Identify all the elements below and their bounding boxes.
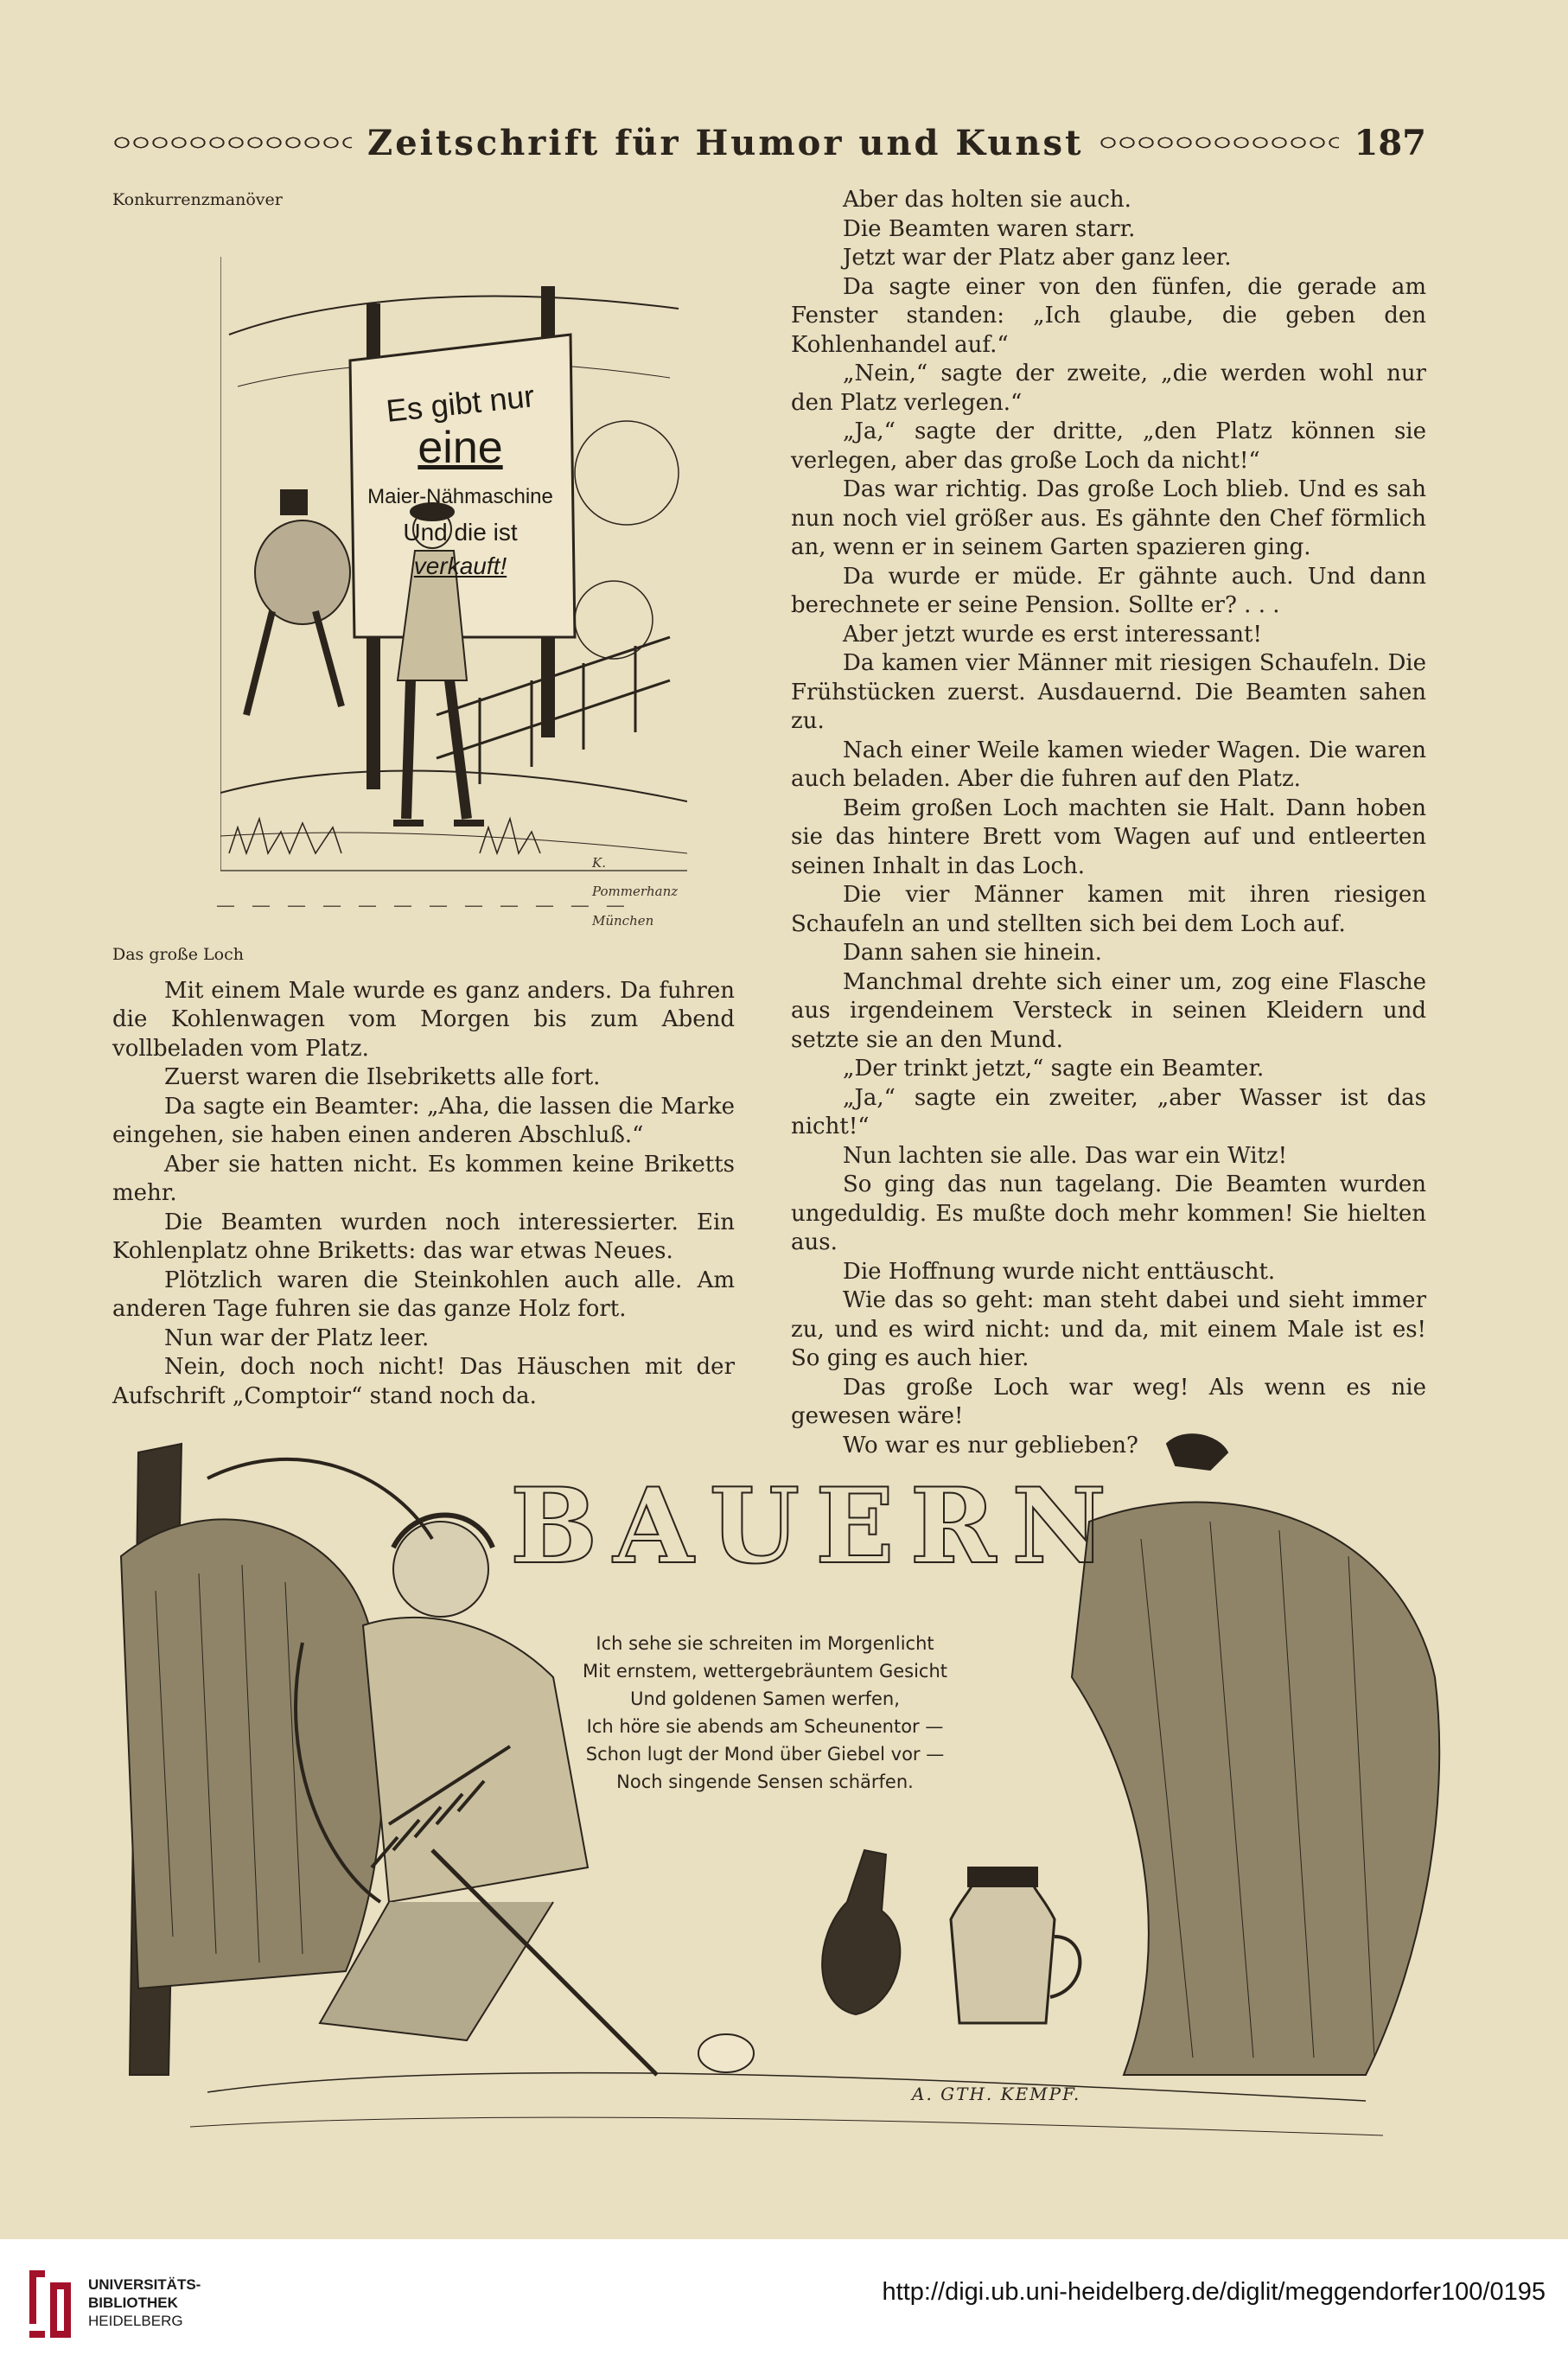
header-ornament-left (112, 133, 352, 152)
paragraph: Nun lachten sie alle. Das war ein Witz! (843, 1142, 1288, 1169)
sign-line-3: Maier-Nähmaschine (367, 484, 553, 508)
left-story-text (112, 977, 735, 1412)
paragraph: Wie das so geht: man steht dabei und sieht immer zu, und es wird nicht: und da, mit einem Male ist es! So ging es auch hier. (791, 1287, 1426, 1371)
paragraph: Dann sahen sie hinein. (843, 940, 1102, 966)
sign-line-5: verkauft! (413, 552, 507, 580)
paragraph: Aber sie hatten nicht. Es kommen keine Briketts mehr. (112, 1151, 735, 1206)
paragraph: Beim großen Loch machten sie Halt. Dann hoben sie das hintere Brett vom Wagen auf und entleerten seinen Inhalt in das Loch. (791, 795, 1426, 879)
library-name (88, 2275, 201, 2330)
library-line-2: BIBLIOTHEK (88, 2295, 178, 2311)
advertising-sign (363, 365, 558, 633)
section-divider: — — — — — — — — — — — — (216, 894, 630, 916)
paragraph: Da wurde er müde. Er gähnte auch. Und dann berechnete er seine Pension. Sollte er? . . . (791, 563, 1426, 618)
paragraph: So ging das nun tagelang. Die Beamten wurden ungeduldig. Es mußte doch mehr kommen! Sie hielten aus. (791, 1171, 1426, 1255)
paragraph: Die Hoffnung wurde nicht enttäuscht. (843, 1258, 1276, 1285)
sign-line-4: Und die ist (403, 519, 518, 546)
left-column (112, 186, 735, 1411)
illustration-artist-signature: A. GTH. KEMPF. (912, 2084, 1081, 2104)
journal-title: Zeitschrift für Humor und Kunst (367, 122, 1084, 163)
paragraph: Mit einem Male wurde es ganz anders. Da fuhren die Kohlenwagen vom Morgen bis zum Abend vollbeladen vom Platz. (112, 977, 735, 1062)
poem-line-2: Mit ernstem, wettergebräuntem Gesicht (582, 1661, 948, 1682)
paragraph: „Ja,“ sagte der dritte, „den Platz können sie verlegen, aber das große Loch da nicht!“ (791, 418, 1426, 474)
cartoon-artist-signature: K. Pommerhanz München (592, 854, 679, 929)
paragraph: Nein, doch noch nicht! Das Häuschen mit der Aufschrift „Comptoir“ stand noch da. (112, 1354, 735, 1409)
running-head (112, 117, 1426, 169)
story-title: Das große Loch (112, 945, 244, 964)
paragraph: Da sagte ein Beamter: „Aha, die lassen die Marke eingehen, sie haben einen anderen Abschluß.“ (112, 1093, 735, 1148)
illustration-title: BAUERN (510, 1465, 1123, 1587)
paragraph: Die Beamten waren starr. (843, 215, 1136, 242)
paragraph: „Ja,“ sagte ein zweiter, „aber Wasser ist das nicht!“ (791, 1084, 1426, 1139)
paragraph: Plötzlich waren die Steinkohlen auch alle. Am anderen Tage fuhren sie das ganze Holz fort. (112, 1267, 735, 1322)
paragraph: Die Beamten wurden noch interessierter. Ein Kohlenplatz ohne Briketts: das war etwas Neues. (112, 1209, 735, 1264)
poem-line-3: Und goldenen Samen werfen, (630, 1688, 900, 1709)
library-line-1: UNIVERSITÄTS- (88, 2276, 201, 2293)
poem-line-5: Schon lugt der Mond über Giebel vor — (585, 1744, 945, 1765)
right-story-text (791, 186, 1426, 1460)
digitization-footer (0, 2239, 1568, 2368)
poem-line-4: Ich höre sie abends am Scheunentor — (586, 1716, 944, 1737)
paragraph: Da kamen vier Männer mit riesigen Schaufeln. Die Frühstücken zuerst. Ausdauernd. Die Beamten sahen zu. (791, 650, 1426, 734)
source-url-link[interactable]: http://digi.ub.uni-heidelberg.de/diglit/meggendorfer100/0195 (882, 2278, 1546, 2306)
cartoon-illustration (220, 231, 687, 929)
paragraph: Wo war es nur geblieben? (843, 1432, 1138, 1458)
library-line-3: HEIDELBERG (88, 2313, 183, 2329)
paragraph: Das große Loch war weg! Als wenn es nie gewesen wäre! (791, 1374, 1426, 1429)
poem-line-6: Noch singende Sensen schärfen. (616, 1771, 914, 1792)
paragraph: Das war richtig. Das große Loch blieb. Und es sah nun noch viel größer aus. Es gähnte den Chef förmlich an, wenn er in seinem Garten spazieren ging. (791, 476, 1426, 560)
paragraph: „Nein,“ sagte der zweite, „die werden wohl nur den Platz verlegen.“ (791, 361, 1426, 416)
sign-line-1: Es gibt nur (384, 377, 537, 429)
paragraph: Jetzt war der Platz aber ganz leer. (843, 245, 1232, 271)
poem (553, 1630, 977, 1796)
paragraph: Da sagte einer von den fünfen, die gerade am Fenster standen: „Ich glaube, die geben den Kohlenhandel auf.“ (791, 273, 1426, 358)
header-ornament-right (1099, 133, 1338, 152)
paragraph: Zuerst waren die Ilsebriketts alle fort. (164, 1064, 601, 1090)
poem-line-1: Ich sehe sie schreiten im Morgenlicht (596, 1633, 934, 1654)
paragraph: Aber das holten sie auch. (843, 187, 1131, 213)
paragraph: Nach einer Weile kamen wieder Wagen. Die waren auch beladen. Aber die fuhren auf den Platz. (791, 737, 1426, 792)
paragraph: Die vier Männer kamen mit ihren riesigen Schaufeln an und stellten sich bei dem Loch auf. (791, 882, 1426, 937)
sign-line-2: eine (417, 423, 503, 474)
bauern-illustration (104, 1418, 1452, 2153)
cartoon-caption: Konkurrenzmanöver (112, 190, 283, 209)
paragraph: Aber jetzt wurde es erst interessant! (843, 621, 1262, 648)
paragraph: Nun war der Platz leer. (164, 1324, 430, 1351)
page-number: 187 (1354, 122, 1426, 163)
library-logo-icon (24, 2270, 76, 2339)
right-column (791, 186, 1426, 1460)
paragraph: Manchmal drehte sich einer um, zog eine Flasche aus irgendeinem Versteck in seinen Kleidern und setzte sie an den Mund. (791, 968, 1426, 1053)
paragraph: „Der trinkt jetzt,“ sagte ein Beamter. (843, 1056, 1265, 1082)
